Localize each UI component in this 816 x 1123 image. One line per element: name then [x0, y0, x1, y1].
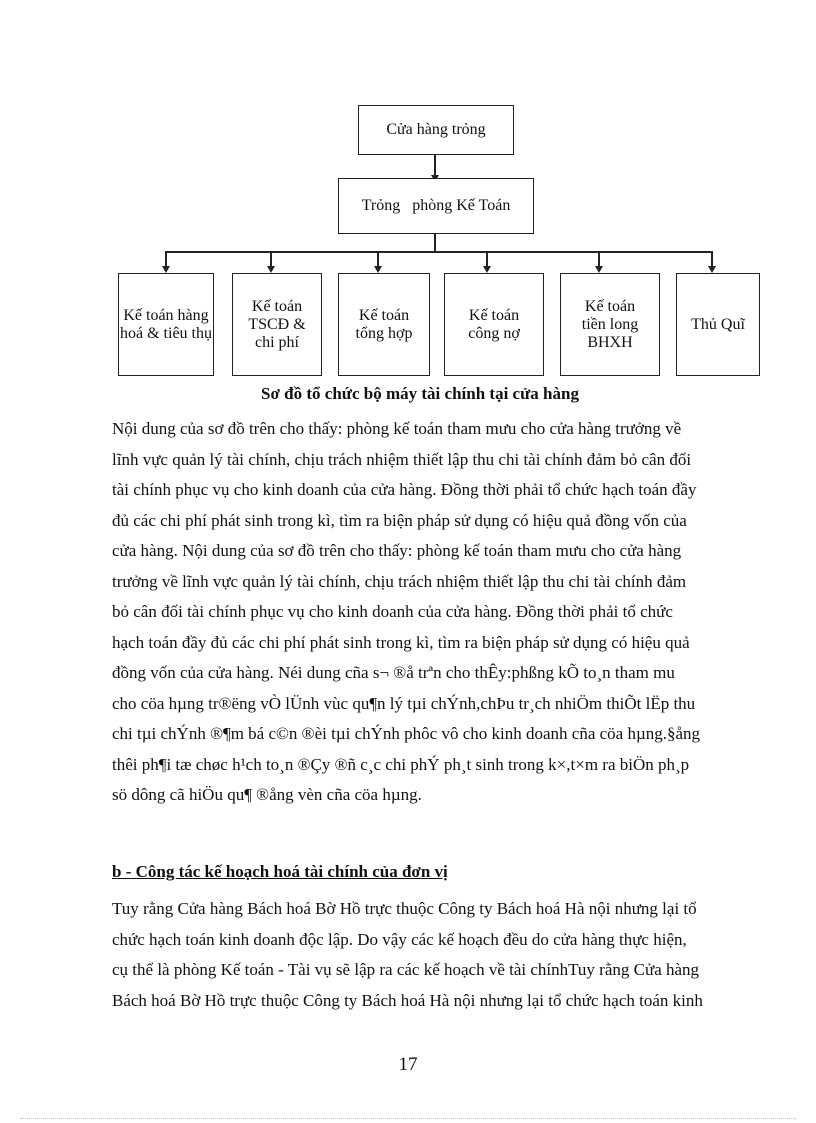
connector-line — [165, 251, 167, 267]
section-heading: b - Công tác kế hoạch hoá tài chính của đơn vị — [112, 862, 448, 881]
connector-line — [598, 251, 600, 267]
paragraph-line: cửa hàng. Nội dung của sơ đồ trên cho thấy: phòng kế toán tham mưu cho cửa hàng — [112, 541, 682, 560]
connector-arrow — [267, 266, 275, 273]
paragraph-line: cho cöa hµng tr®ëng vÒ lÜnh vùc qu¶n lý tµi chÝnh,chÞu tr¸ch nhiÖm thiÕt lËp thu — [112, 693, 696, 713]
paragraph-line: chức hạch toán kinh doanh độc lập. Do vậy các kế hoạch đều do cửa hàng thực hiện, — [112, 929, 687, 949]
org-box-salary — [560, 273, 660, 376]
paragraph-line: hạch toán đầy đủ các chi phí phát sinh trong kì, tìm ra biện pháp sử dụng có hiệu quả — [112, 632, 690, 652]
connector-arrow — [162, 266, 170, 273]
paragraph-line: sö dông cã hiÖu qu¶ ®ång vèn cña cöa hµng. — [112, 785, 422, 804]
paragraph-line: Bách hoá Bờ Hồ trực thuộc Công ty Bách hoá Hà nội nhưng lại tổ chức hạch toán kinh — [112, 990, 703, 1010]
paragraph-line: Nội dung của sơ đồ trên cho thấy: phòng kế toán tham mưu cho cửa hàng trưởng về — [112, 419, 682, 438]
org-box-label: Kế toán công nợ — [468, 306, 520, 342]
paragraph-line: Tuy rằng Cửa hàng Bách hoá Bờ Hồ trực thuộc Công ty Bách hoá Hà nội nhưng lại tổ — [112, 899, 697, 918]
org-box-treasurer — [676, 273, 760, 376]
connector-line — [711, 251, 713, 267]
connector-line — [434, 234, 436, 252]
paragraph-line: bỏ cân đối tài chính phục vụ cho kinh doanh của cửa hàng. Đồng thời phải tổ chức — [112, 602, 673, 621]
page-number: 17 — [398, 1054, 418, 1075]
org-box-debts — [444, 273, 544, 376]
connector-line — [165, 251, 712, 253]
connector-arrow — [708, 266, 716, 273]
paragraph-line: thêi ph¶i tæ chøc h¹ch to¸n ®Çy ®ñ c¸c chi phÝ ph¸t sinh trong k×,t×m ra biÖn ph¸p — [112, 754, 690, 774]
org-box-fixed-assets — [232, 273, 322, 376]
org-box-general — [338, 273, 430, 376]
org-box-label: Cửa hàng trỏng — [386, 121, 486, 138]
org-box-label: Kế toán tổng hợp — [355, 306, 413, 342]
chart-caption: Sơ đồ tổ chức bộ máy tài chính tại cửa hàng — [261, 384, 579, 403]
org-box-label: Kế toán tiền long BHXH — [581, 297, 639, 351]
org-box-label: Thủ Quĩ — [691, 315, 745, 333]
footer-divider — [20, 1118, 796, 1119]
paragraph-line: trưởng về lĩnh vực quản lý tài chính, chịu trách nhiệm thiết lập thu chi tài chính đảm — [112, 571, 687, 591]
paragraph-line: đủ các chi phí phát sinh trong kì, tìm ra biện pháp sử dụng có hiệu quả đồng vốn của — [112, 510, 687, 530]
org-box-label: Trỏng phòng Kế Toán — [361, 197, 511, 214]
connector-arrow — [483, 266, 491, 273]
connector-line — [486, 251, 488, 267]
connector-arrow — [374, 266, 382, 273]
org-box-accounting-head — [338, 178, 534, 234]
body-paragraph-1 — [112, 414, 762, 811]
paragraph-line: đồng vốn của cửa hàng. Néi dung cña s¬ ®å trªn cho thÊy:phßng kÕ to¸n tham mu — [112, 663, 675, 682]
paragraph-line: cụ thể là phòng Kế toán - Tài vụ sẽ lập ra các kế hoạch về tài chínhTuy rằng Cửa hàng — [112, 960, 700, 979]
org-box-label: Kế toán TSCĐ & chi phí — [248, 297, 306, 351]
org-box-goods-sales — [118, 273, 214, 376]
connector-line — [270, 251, 272, 267]
paragraph-line: chi tµi chÝnh ®¶m bá c©n ®èi tµi chÝnh phôc vô cho kinh doanh cña cöa hµng.§ång — [112, 724, 701, 743]
paragraph-line: lĩnh vực quản lý tài chính, chịu trách nhiệm thiết lập thu chi tài chính đảm bỏ cân đối — [112, 449, 692, 469]
connector-arrow — [595, 266, 603, 273]
paragraph-line: tài chính phục vụ cho kinh doanh của cửa hàng. Đồng thời phải tổ chức hạch toán đầy — [112, 480, 697, 499]
connector-line — [377, 251, 379, 267]
org-box-store-manager — [358, 105, 514, 155]
org-box-label: Kế toán hàng hoá & tiêu thụ — [120, 306, 212, 342]
body-paragraph-2 — [112, 894, 762, 1016]
